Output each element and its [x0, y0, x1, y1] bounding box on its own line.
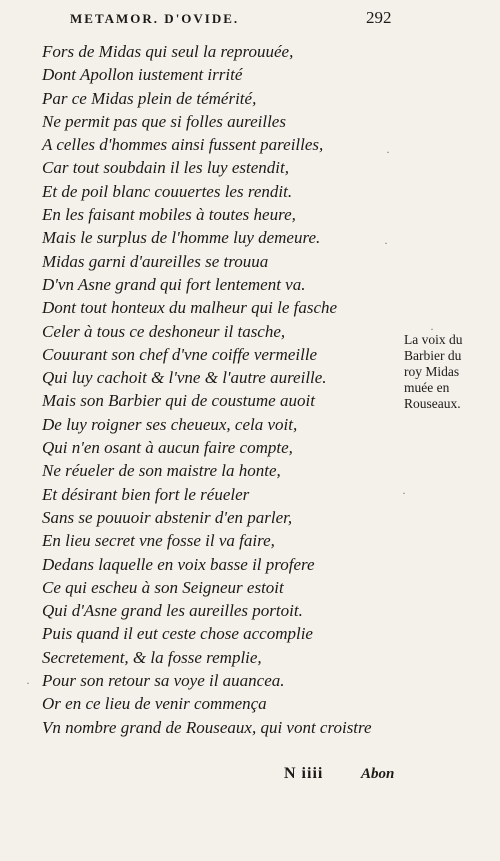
poem-line: Pour son retour sa voye il auancea.: [42, 671, 285, 691]
poem-line: Par ce Midas plein de témérité,: [42, 88, 257, 108]
catchword: Abon: [361, 766, 395, 782]
poem-line: Qui n'en osant à aucun faire compte,: [42, 438, 293, 458]
marginal-note-line: roy Midas: [404, 364, 460, 379]
poem-line: Sans se pouuoir abstenir d'en parler,: [42, 507, 293, 527]
ink-speck: ·: [384, 236, 388, 250]
signature-mark: N iiii: [284, 765, 324, 782]
poem-line: Ne réueler de son maistre la honte,: [42, 461, 281, 481]
poem-line: Qui d'Asne grand les aureilles portoit.: [42, 601, 303, 621]
ink-speck: ·: [430, 322, 434, 336]
poem-line: Or en ce lieu de venir commença: [42, 694, 267, 714]
marginal-note-line: La voix du: [404, 332, 463, 347]
marginal-note-line: Barbier du: [404, 348, 462, 363]
poem-line: Mais son Barbier qui de coustume auoit: [42, 391, 315, 411]
poem-line: De luy roigner ses cheueux, cela voit,: [42, 414, 298, 434]
poem-line: Puis quand il eut ceste chose accomplie: [42, 624, 313, 644]
poem-line: Couurant son chef d'vne coiffe vermeille: [42, 344, 318, 364]
poem-line: Midas garni d'aureilles se trouua: [42, 251, 269, 271]
poem-line: Mais le surplus de l'homme luy demeure.: [42, 228, 321, 248]
poem-line: En lieu secret vne fosse il va faire,: [42, 531, 275, 551]
ink-speck: ·: [26, 676, 30, 690]
marginal-note-line: muée en: [404, 380, 450, 395]
poem-line: Fors de Midas qui seul la reprouuée,: [42, 42, 294, 61]
poem-line: En les faisant mobiles à toutes heure,: [42, 205, 296, 225]
poem-line: Car tout soubdain il les luy estendit,: [42, 158, 289, 178]
ink-speck: ·: [386, 145, 390, 159]
poem-line: Qui luy cachoit & l'vne & l'autre aureille.: [42, 368, 327, 388]
ink-speck: ·: [402, 486, 406, 500]
poem-line: D'vn Asne grand qui fort lentement va.: [42, 274, 306, 294]
poem-line: Et de poil blanc couuertes les rendit.: [42, 181, 293, 201]
poem-line: Secretement, & la fosse remplie,: [42, 647, 262, 667]
poem-line: A celles d'hommes ainsi fussent pareilles,: [42, 135, 324, 155]
marginal-note: [404, 332, 494, 412]
running-title: METAMOR. D'OVIDE.: [70, 11, 240, 26]
poem-line: Ce qui escheu à son Seigneur estoit: [42, 577, 284, 597]
poem-line: Dont Apollon iustement irrité: [42, 65, 243, 85]
poem-line: Et désirant bien fort le réueler: [42, 484, 250, 504]
poem-line: Dedans laquelle en voix basse il profere: [42, 554, 315, 574]
marginal-note-line: Rouseaux.: [404, 396, 461, 411]
poem-line: Celer à tous ce deshoneur il tasche,: [42, 321, 286, 341]
poem-line: Vn nombre grand de Rouseaux, qui vont croistre: [42, 717, 372, 737]
poem-line: Ne permit pas que si folles aureilles: [42, 111, 286, 131]
poem-line: Dont tout honteux du malheur qui le fasche: [42, 298, 338, 318]
page-number: 292: [366, 8, 392, 27]
poem-text: [42, 40, 392, 739]
